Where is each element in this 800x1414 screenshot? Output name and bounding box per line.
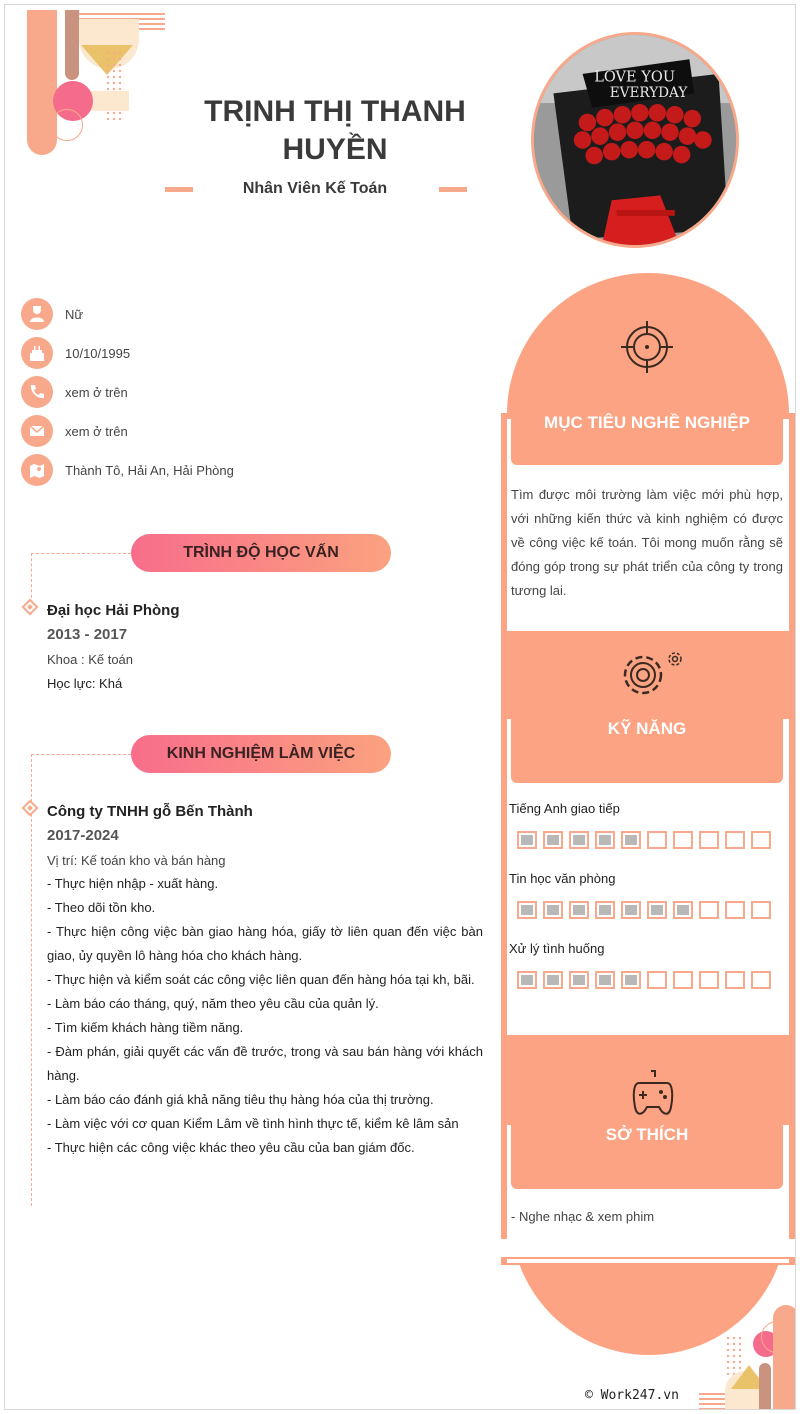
contact-text: 10/10/1995 <box>65 345 131 361</box>
skill-rating <box>517 971 771 989</box>
education-faculty: Khoa : Kế toán <box>47 652 134 667</box>
contact-text: xem ở trên <box>65 423 128 439</box>
duty-item: - Làm việc với cơ quan Kiểm Lâm về tình hình thực tế, kiểm kê lâm sản <box>47 1116 459 1131</box>
avatar <box>531 32 739 248</box>
duties-list <box>47 872 483 1160</box>
objective-text: Tìm được môi trường làm việc mới phù hợp, với những kiến thức và kinh nghiệm có được về công việc kế toán. Tôi mong muốn rằng sẽ đóng góp trong sự phát triển của công ty trong tương lai. <box>511 487 783 598</box>
skills-title: KỸ NĂNG <box>607 719 687 738</box>
copyright-footer: © Work247.vn <box>585 1388 679 1403</box>
skill-box-filled <box>647 901 667 919</box>
skill-box-filled <box>595 831 615 849</box>
skill-box-filled <box>595 971 615 989</box>
skill-box-filled <box>517 831 537 849</box>
duty-item: - Thực hiện nhập - xuất hàng. <box>47 876 219 891</box>
objective-title: MỤC TIÊU NGHỀ NGHIỆP <box>544 413 750 432</box>
skill-box-empty <box>751 901 771 919</box>
phone-icon <box>21 376 53 408</box>
duty-item: - Thực hiện công việc bàn giao hàng hóa, giấy tờ liên quan đến việc bàn giao, ủy quyền lô hàng hóa cho khách hàng. <box>47 924 483 963</box>
skill-box-filled <box>621 971 641 989</box>
skill-box-empty <box>647 971 667 989</box>
contact-gender <box>21 297 321 331</box>
email-icon <box>21 415 53 447</box>
decor-bar <box>65 10 79 80</box>
contact-address <box>21 453 321 487</box>
hobbies-title: SỞ THÍCH <box>605 1125 689 1144</box>
skills-header <box>511 717 783 783</box>
school-name: Đại học Hải Phòng <box>47 602 180 619</box>
duty-item: - Theo dõi tồn kho. <box>47 900 156 915</box>
skill-box-empty <box>699 971 719 989</box>
contact-email <box>21 414 321 448</box>
skill-box-filled <box>543 901 563 919</box>
hobby-text: - Nghe nhạc & xem phim <box>511 1209 655 1224</box>
avatar-text-2: EVERYDAY <box>609 85 688 102</box>
education-heading: TRÌNH ĐỘ HỌC VẤN <box>131 534 391 572</box>
cv-page <box>4 4 796 1410</box>
duty-item: - Làm báo cáo đánh giá khả năng tiêu thụ hàng hóa của thị trường. <box>47 1092 434 1107</box>
skill-box-empty <box>725 901 745 919</box>
skill-box-filled <box>517 971 537 989</box>
skill-name: Tin học văn phòng <box>509 871 616 886</box>
contact-phone <box>21 375 321 409</box>
decor-bar <box>773 1305 796 1410</box>
contact-text: Nữ <box>65 306 84 322</box>
skill-box-filled <box>621 831 641 849</box>
timeline-diamond-icon <box>22 800 39 817</box>
skill-rating <box>517 901 771 919</box>
skill-box-filled <box>673 901 693 919</box>
skill-box-empty <box>725 831 745 849</box>
person-icon <box>21 298 53 330</box>
timeline-connector <box>31 754 131 755</box>
skill-box-empty <box>725 971 745 989</box>
skill-name: Xử lý tình huống <box>509 941 605 956</box>
skill-box-filled <box>517 901 537 919</box>
job-title: Nhân Viên Kế Toán <box>242 180 388 197</box>
skill-box-filled <box>569 901 589 919</box>
skill-box-empty <box>673 971 693 989</box>
skill-box-empty <box>751 971 771 989</box>
objective-header <box>511 415 783 465</box>
education-years: 2013 - 2017 <box>47 626 128 643</box>
skill-box-empty <box>647 831 667 849</box>
map-pin-icon <box>21 454 53 486</box>
timeline-connector <box>31 553 131 554</box>
experience-years: 2017-2024 <box>47 827 119 844</box>
skill-box-filled <box>621 901 641 919</box>
hobbies-header <box>511 1125 783 1189</box>
contact-text: Thành Tô, Hải An, Hải Phòng <box>65 462 234 478</box>
skill-box-filled <box>543 831 563 849</box>
contact-birthday <box>21 336 321 370</box>
gamepad-icon <box>631 1067 675 1124</box>
contact-text: xem ở trên <box>65 384 128 400</box>
skill-box-empty <box>699 901 719 919</box>
duty-item: - Thực hiện các công việc khác theo yêu cầu của ban giám đốc. <box>47 1140 415 1155</box>
duty-item: - Thực hiện và kiểm soát các công việc liên quan đến hàng hóa tại kh, bãi. <box>47 972 475 987</box>
decor-ring <box>51 109 83 141</box>
skill-name: Tiếng Anh giao tiếp <box>509 801 620 816</box>
skill-box-filled <box>569 831 589 849</box>
avatar-text-1: LOVE YOU <box>594 68 676 86</box>
candidate-name: TRỊNH THỊ THANH HUYỀN <box>204 95 466 166</box>
experience-heading: KINH NGHIỆM LÀM VIỆC <box>131 735 391 773</box>
skill-box-empty <box>699 831 719 849</box>
duty-item: - Đàm phán, giải quyết các vấn đề trước, trong và sau bán hàng với khách hàng. <box>47 1044 483 1083</box>
skill-box-empty <box>673 831 693 849</box>
avatar-photo <box>534 35 736 245</box>
skill-box-filled <box>569 971 589 989</box>
education-grade: Học lực: Khá <box>47 676 123 691</box>
decor-bar <box>759 1363 771 1410</box>
timeline-diamond-icon <box>22 599 39 616</box>
skill-box-filled <box>543 971 563 989</box>
experience-position: Vị trí: Kế toán kho và bán hàng <box>47 853 226 868</box>
title-dash-right <box>439 187 467 192</box>
skill-box-filled <box>595 901 615 919</box>
duty-item: - Làm báo cáo tháng, quý, năm theo yêu cầu của quản lý. <box>47 996 379 1011</box>
target-icon <box>617 317 677 382</box>
title-dash-left <box>165 187 193 192</box>
company-name: Công ty TNHH gỗ Bến Thành <box>47 803 253 820</box>
right-column-gap <box>507 1259 789 1263</box>
skill-box-empty <box>751 831 771 849</box>
cake-icon <box>21 337 53 369</box>
skill-rating <box>517 831 771 849</box>
duty-item: - Tìm kiếm khách hàng tiềm năng. <box>47 1020 244 1035</box>
gear-icon <box>613 643 689 712</box>
timeline-line <box>31 754 32 1206</box>
